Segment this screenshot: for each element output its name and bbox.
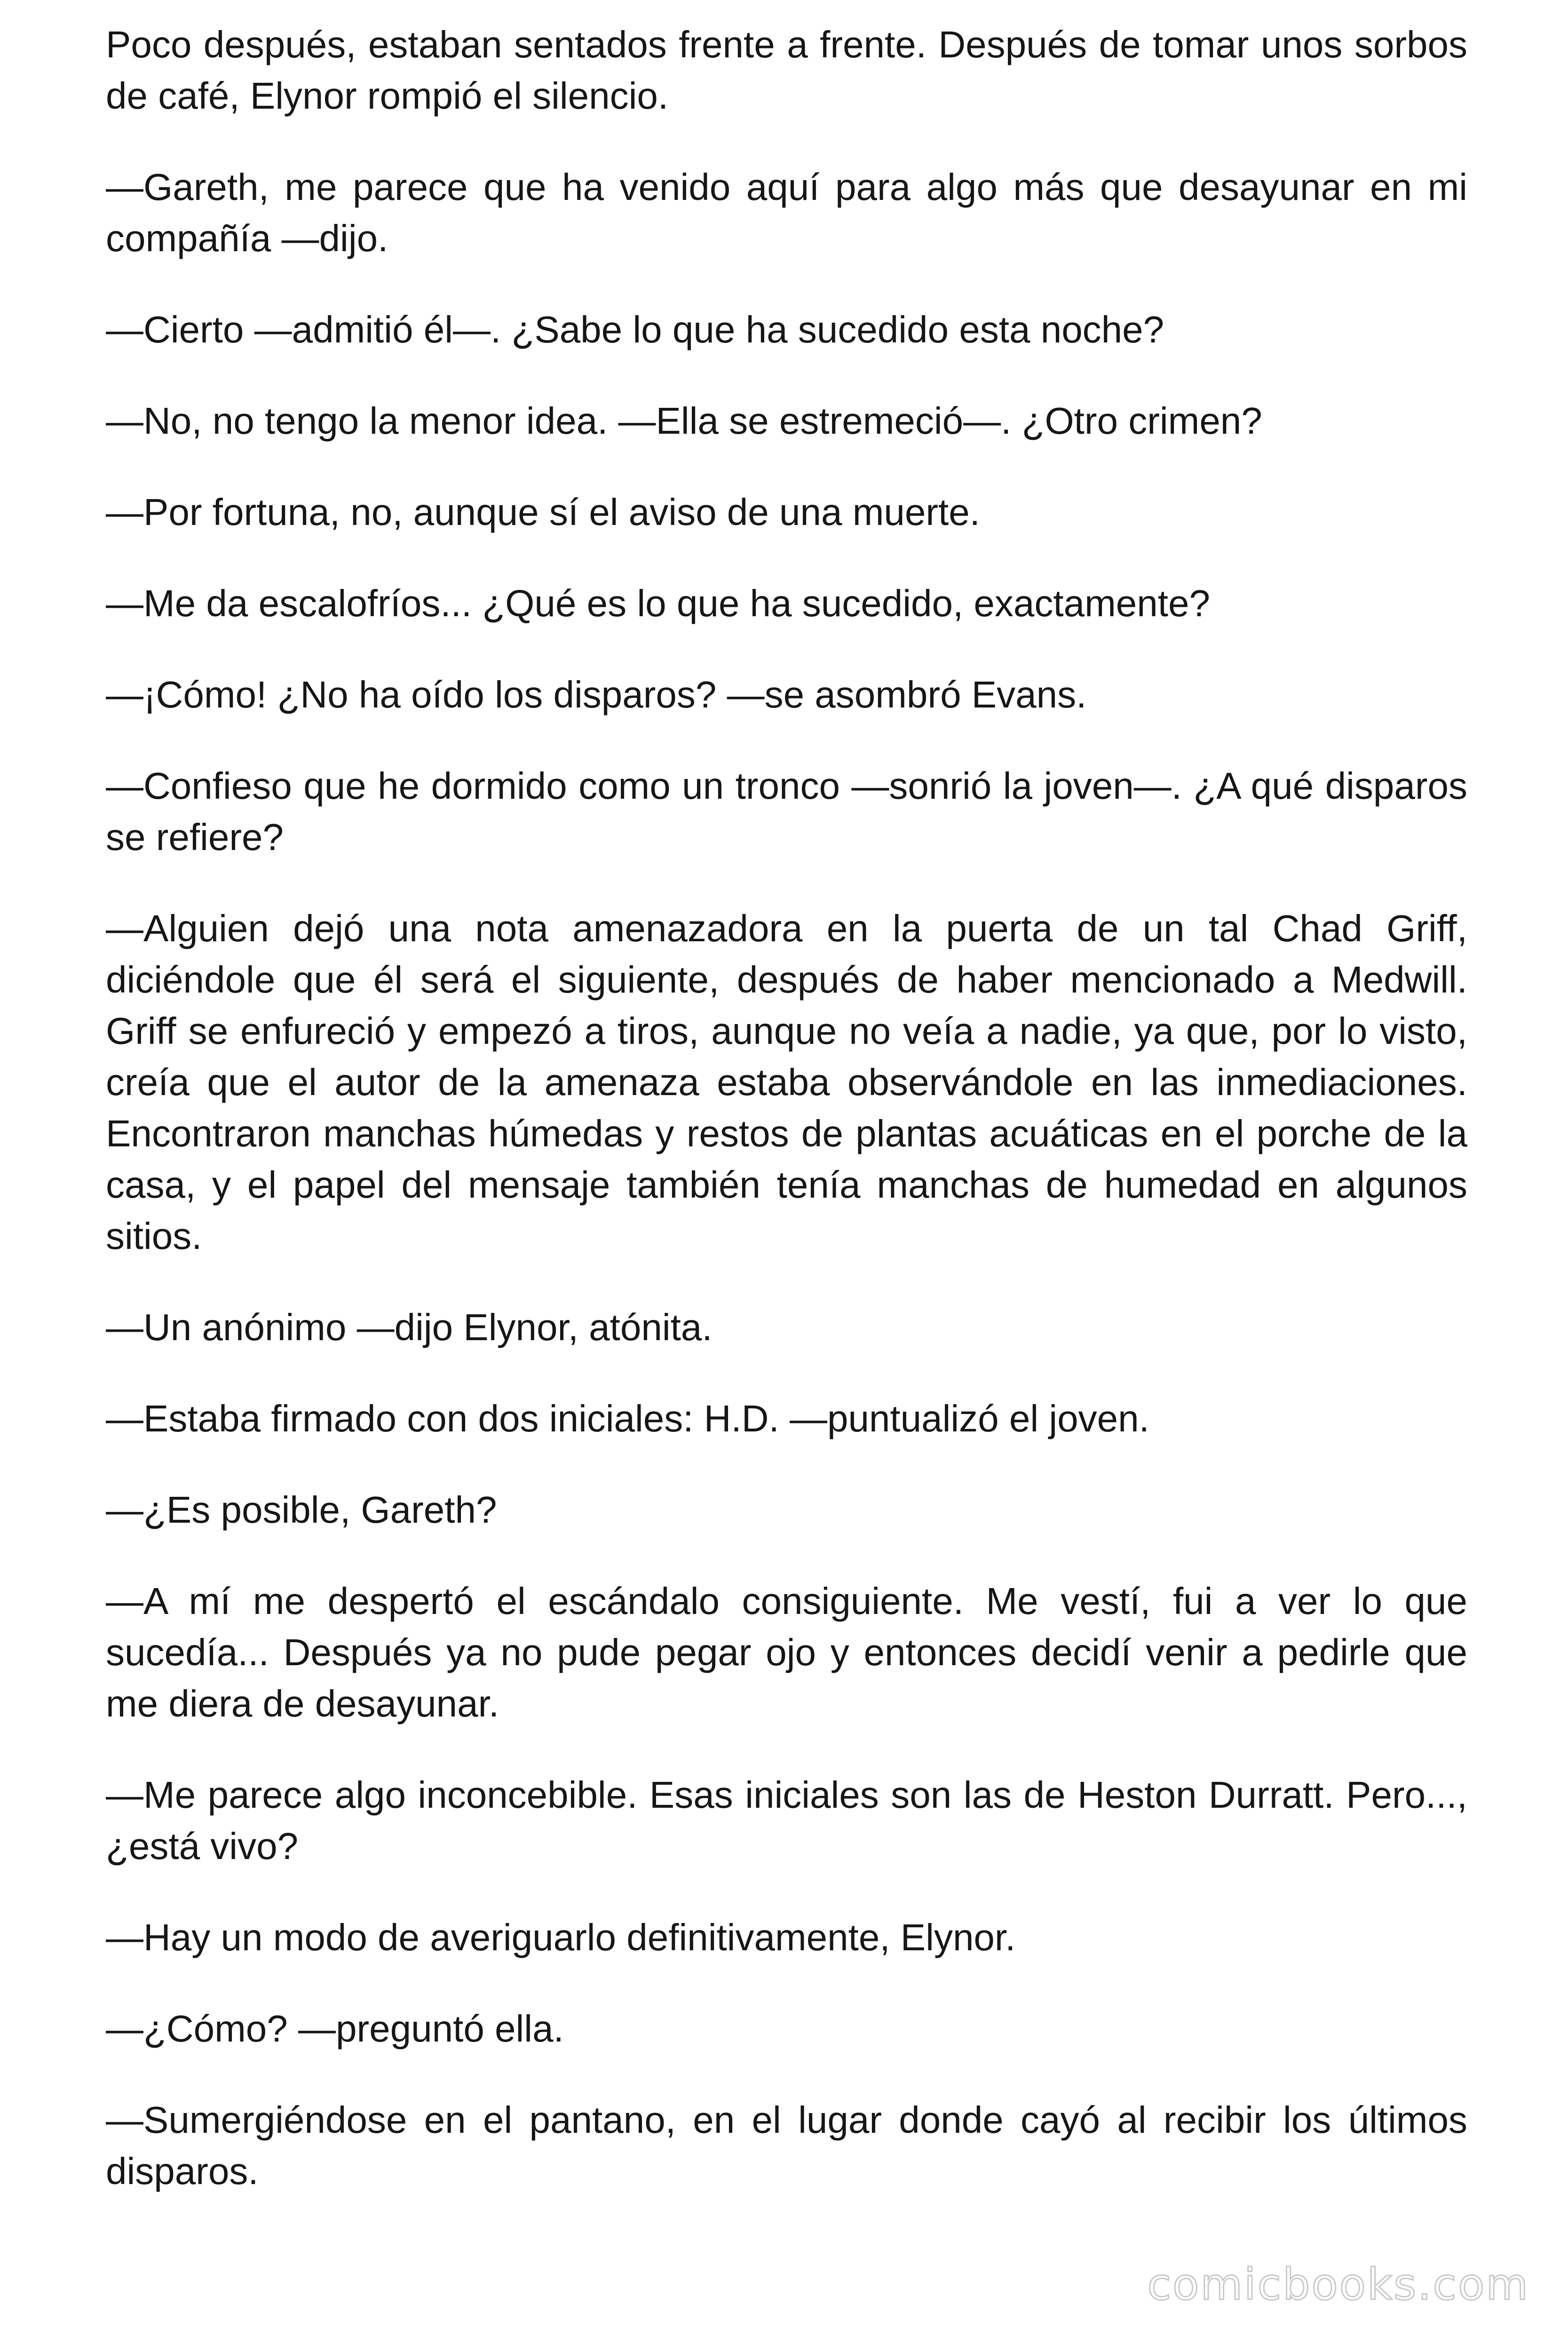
paragraph: —No, no tengo la menor idea. —Ella se estremeció—. ¿Otro crimen? — [106, 400, 1262, 442]
paragraph: Poco después, estaban sentados frente a frente. Después de tomar unos sorbos de café, Elynor rompió el silencio. — [106, 24, 1467, 117]
paragraph: —Por fortuna, no, aunque sí el aviso de una muerte. — [106, 491, 980, 533]
paragraph: —Sumergiéndose en el pantano, en el lugar donde cayó al recibir los últimos disparos. — [106, 2099, 1467, 2192]
paragraph: —Alguien dejó una nota amenazadora en la puerta de un tal Chad Griff, diciéndole que él será el siguiente, después de haber mencionado a Medwill. Griff se enfureció y empezó a tiros, aunque no veía a nadie, ya que, por lo visto, creía que el autor de la amenaza estaba observándole en las inmediaciones. Encontraron manchas húmedas y restos de plantas acuáticas en el porche de la casa, y el papel del mensaje también tenía manchas de humedad en algunos sitios. — [106, 907, 1467, 1257]
paragraph: —¿Cómo? —preguntó ella. — [106, 2008, 564, 2050]
paragraph: —Estaba firmado con dos iniciales: H.D. —puntualizó el joven. — [106, 1398, 1149, 1439]
paragraph: —Gareth, me parece que ha venido aquí para algo más que desayunar en mi compañía —dijo. — [106, 166, 1467, 259]
paragraph: —Cierto —admitió él—. ¿Sabe lo que ha sucedido esta noche? — [106, 309, 1164, 350]
paragraph: —Hay un modo de averiguarlo definitivamente, Elynor. — [106, 1916, 1016, 1958]
paragraph: —Confieso que he dormido como un tronco —sonrió la joven—. ¿A qué disparos se refiere? — [106, 765, 1467, 858]
paragraph: —¡Cómo! ¿No ha oído los disparos? —se asombró Evans. — [106, 674, 1087, 715]
paragraph: —¿Es posible, Gareth? — [106, 1489, 497, 1531]
paragraph: —A mí me despertó el escándalo consiguiente. Me vestí, fui a ver lo que sucedía... Después ya no pude pegar ojo y entonces decidí venir a pedirle que me diera de desayunar. — [106, 1580, 1467, 1724]
book-page-text — [106, 19, 1467, 2237]
watermark-text: comicbooks.com — [1147, 2259, 1529, 2310]
paragraph: —Me da escalofríos... ¿Qué es lo que ha sucedido, exactamente? — [106, 582, 1210, 624]
paragraph: —Un anónimo —dijo Elynor, atónita. — [106, 1306, 713, 1348]
paragraph: —Me parece algo inconcebible. Esas iniciales son las de Heston Durratt. Pero..., ¿está vivo? — [106, 1774, 1467, 1867]
